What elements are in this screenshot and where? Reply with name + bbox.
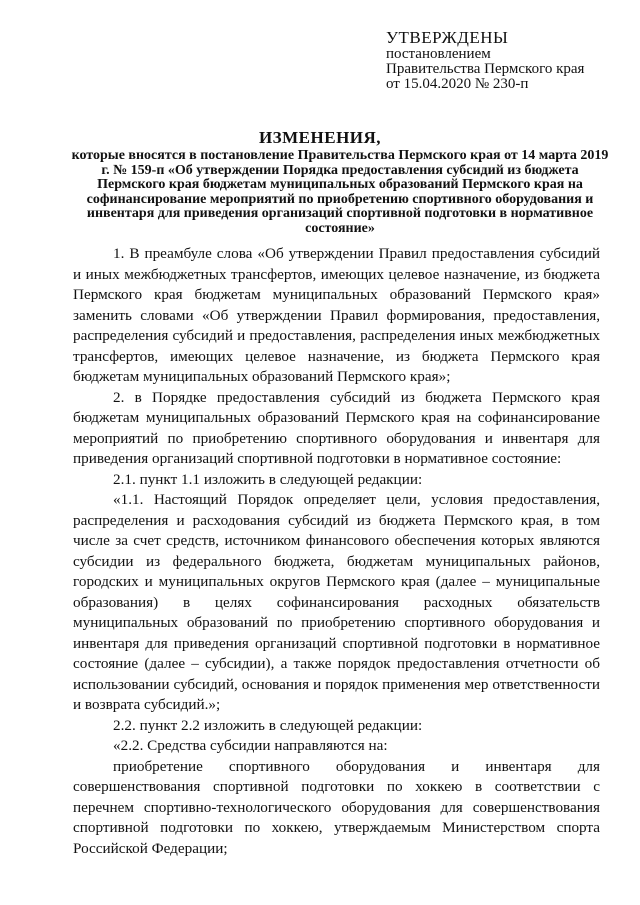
document-title: ИЗМЕНЕНИЯ, [258, 128, 382, 147]
document-subtitle: которые вносятся в постановление Правительства Пермского края от 14 марта 2019 г. № 159-п «Об утверждении Порядка предоставления субсидий из бюджета Пермского края бюджетам муниципальных образований Пермского края на софинансирование мероприятий по приобретению спортивного оборудования и инвентаря для приведения организаций спортивной подготовки в нормативное состояние» [71, 148, 609, 236]
paragraph-1-1-quote: «1.1. Настоящий Порядок определяет цели, условия предоставления, распределения и расходования субсидий из бюджета Пермского края, в том числе за счет средств, источником финансового обеспечения которых являются субсидии из федерального бюджета, бюджетам муниципальных районов, городских и муниципальных округов Пермского края (далее – муниципальные образования) в целях софинансирования расходных обязательств муниципальных образований по приобретению спортивного оборудования и инвентаря для приведения организаций спортивной подготовки в нормативное состояние (далее – субсидии), а также порядок предоставления отчетности об использовании субсидий, основания и порядок применения мер ответственности и возврата субсидий.»; [73, 491, 600, 713]
paragraph-2-2: 2.2. пункт 2.2 изложить в следующей редакции: [113, 716, 423, 734]
paragraph-2-1: 2.1. пункт 1.1 изложить в следующей редакции: [113, 470, 423, 488]
approval-line-2: Правительства Пермского края [386, 61, 585, 77]
approval-block [386, 30, 626, 92]
approval-line-3: от 15.04.2020 № 230-п [386, 76, 529, 92]
paragraph-2: 2. в Порядке предоставления субсидий из бюджета Пермского края бюджетам муниципальных образований Пермского края на софинансирование мероприятий по приобретению спортивного оборудования и инвентаря для приведения организаций спортивной подготовки в нормативное состояние: [73, 388, 600, 467]
paragraph-2-2-quote: «2.2. Средства субсидии направляются на: [113, 737, 388, 754]
paragraph-1: 1. В преамбуле слова «Об утверждении Правил предоставления субсидий и иных межбюджетных трансфертов, имеющих целевое назначение, из бюджета Пермского края бюджетам муниципальных образований Пермского края» заменить словами «Об утверждении Правил формирования, предоставления, распределения субсидий и предоставления, распределения иных межбюджетных трансфертов, имеющих целевое назначение, из бюджета Пермского края бюджетам муниципальных образований Пермского края»; [73, 245, 600, 385]
document-body [73, 244, 600, 859]
approval-title: УТВЕРЖДЕНЫ [386, 28, 509, 47]
approval-line-1: постановлением [386, 46, 491, 62]
paragraph-purchase: приобретение спортивного оборудования и инвентаря для совершенствования спортивной подготовки по хоккею в соответствии с перечнем спортивно-технологического оборудования для совершенствования спортивной подготовки по хоккею, утверждаемым Министерством спорта Российской Федерации; [73, 757, 600, 857]
